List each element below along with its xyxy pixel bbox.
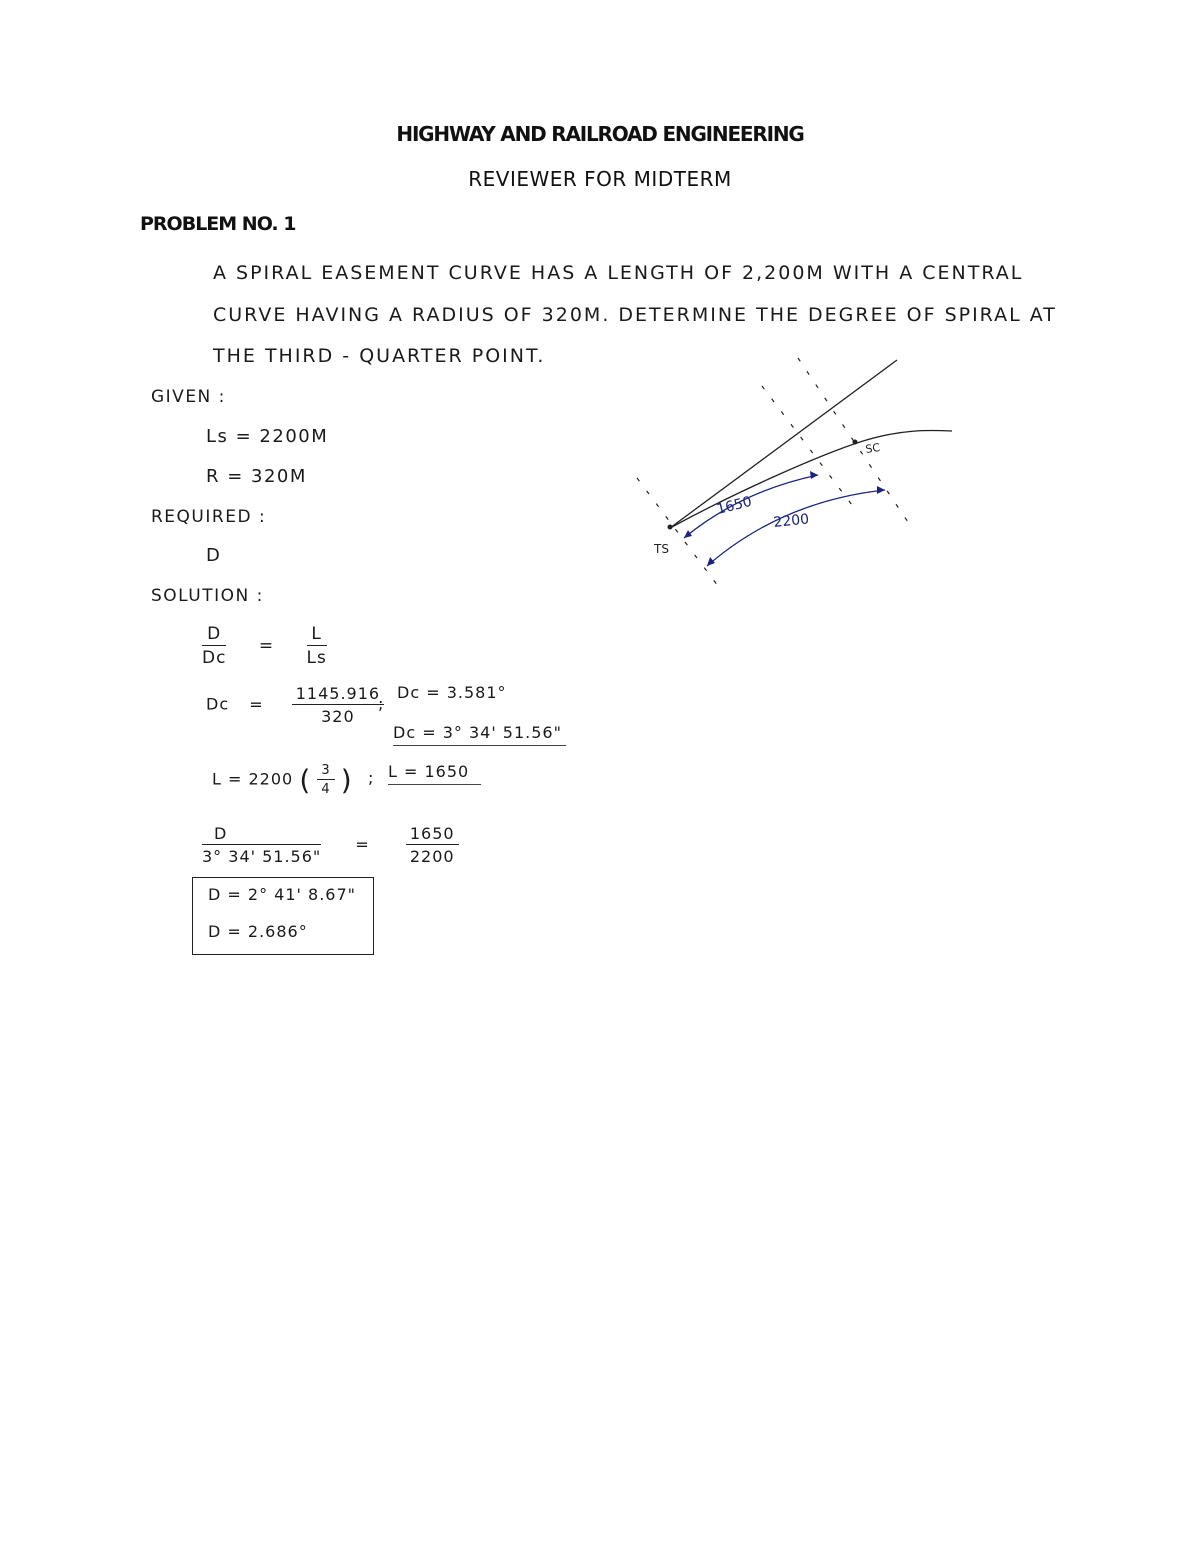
spiral-curve (670, 430, 952, 528)
open-paren: ( (299, 763, 312, 797)
close-paren: ) (340, 763, 353, 797)
fraction-numerator: 1145.916 (292, 684, 384, 705)
fraction-numerator: D (202, 624, 226, 646)
arrow-2200-tail (707, 557, 715, 566)
fraction-numerator: 3 (317, 763, 334, 780)
required-d: D (206, 545, 222, 566)
required-label: REQUIRED : (151, 507, 267, 527)
fraction-denominator: 3° 34' 51.56" (202, 847, 322, 866)
radial-line-ts (637, 478, 718, 586)
arrow-1650-tail (684, 530, 692, 538)
dc-dms-result: Dc = 3° 34' 51.56" (393, 723, 566, 746)
equals-sign: = (355, 834, 370, 854)
ts-label: TS (654, 542, 669, 556)
fraction-denominator: 2200 (409, 847, 455, 866)
fraction-numerator: L (307, 624, 327, 646)
length-1650-label: 1650 (715, 493, 754, 518)
equals-sign: = (249, 694, 264, 714)
statement-line-1: A SPIRAL EASEMENT CURVE HAS A LENGTH OF 2,200M WITH A CENTRAL (213, 262, 1024, 284)
l-expression: L = 2200 (212, 769, 294, 789)
arrow-1650-head (810, 471, 818, 479)
separator-semicolon: ; (378, 694, 385, 713)
answer-dms: D = 2° 41' 8.67" (208, 885, 356, 904)
arrow-2200-head (877, 486, 885, 494)
equals-sign: = (258, 636, 275, 656)
l-result: L = 1650 (388, 762, 481, 785)
dc-label: Dc (206, 694, 230, 714)
sc-label: SC (864, 441, 881, 456)
problem-heading: PROBLEM NO. 1 (140, 213, 296, 235)
statement-line-3: THE THIRD - QUARTER POINT. (213, 345, 546, 367)
document-subtitle: REVIEWER FOR MIDTERM (468, 167, 732, 191)
fraction-denominator: Ls (306, 648, 327, 668)
given-ls: Ls = 2200M (206, 426, 329, 447)
given-radius: R = 320M (206, 466, 307, 487)
statement-line-2: CURVE HAVING A RADIUS OF 320M. DETERMINE THE DEGREE OF SPIRAL AT (213, 304, 1057, 326)
radial-line-sc (798, 358, 908, 522)
fraction-denominator: Dc (202, 648, 227, 668)
fraction-numerator: D (202, 824, 321, 845)
answer-decimal: D = 2.686° (208, 922, 308, 941)
separator-semicolon: ; (368, 768, 375, 787)
document-title: HIGHWAY AND RAILROAD ENGINEERING (396, 122, 804, 146)
fraction-denominator: 4 (321, 782, 331, 797)
ts-point (668, 525, 673, 530)
tangent-line (670, 360, 897, 528)
dc-decimal-result: Dc = 3.581° (397, 683, 507, 702)
given-label: GIVEN : (151, 387, 226, 407)
length-2200-label: 2200 (772, 511, 810, 531)
fraction-denominator: 320 (321, 707, 355, 726)
fraction-numerator: 1650 (406, 824, 459, 845)
solution-label: SOLUTION : (151, 586, 264, 606)
